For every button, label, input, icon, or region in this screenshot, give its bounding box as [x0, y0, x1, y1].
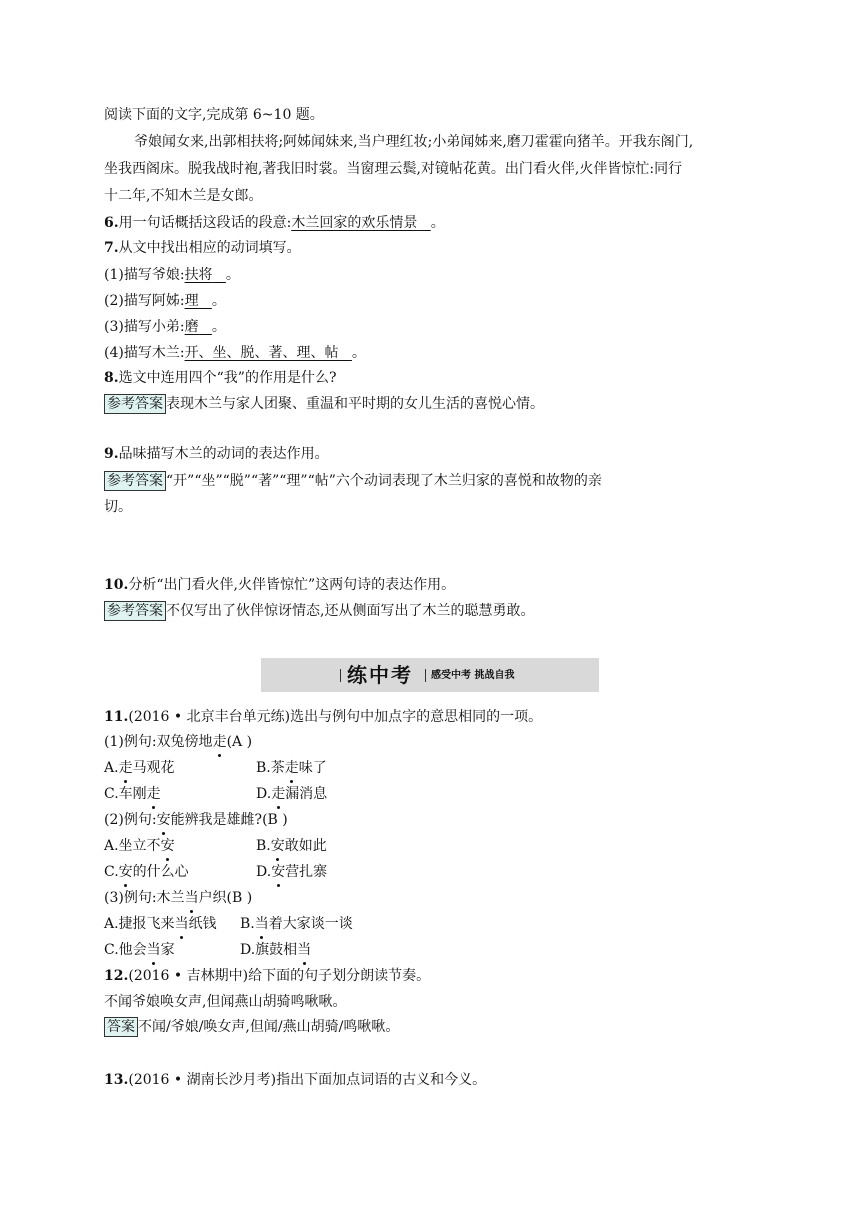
- answer-blank: 开、坐、脱、著、理、帖: [184, 345, 339, 361]
- question-text: (2016 • 湖南长沙月考)指出下面加点词语的古义和今义。: [128, 1072, 487, 1088]
- question-9-answer: 参考答案 “开”“坐”“脱”“著”“理”“帖”六个动词表现了木兰归家的喜悦和故物的亲: [104, 470, 602, 492]
- question-7: [104, 237, 301, 259]
- answer-tag: 答案: [104, 1017, 138, 1037]
- question-10-answer: 参考答案 不仅写出了伙伴惊讶情态,还从侧面写出了木兰的聪慧勇敢。: [104, 600, 534, 622]
- question-7-item-2: (2)描写阿姊:理 。: [104, 293, 226, 309]
- question-7-item-3: (3)描写小弟:磨 。: [104, 319, 226, 335]
- question-text: 从文中找出相应的动词填写。: [118, 240, 301, 256]
- question-number: 12.: [104, 968, 129, 984]
- option-c: C.车刚走: [104, 783, 161, 805]
- answer-blank: 扶将: [184, 267, 213, 283]
- answer-blank: 磨: [184, 319, 199, 335]
- question-number: 11.: [104, 709, 129, 725]
- question-12-sentence: 不闻爷娘唤女声,但闻燕山胡骑鸣啾啾。: [104, 994, 347, 1010]
- question-11-example-3: (3)例句:木兰当户织(B ): [104, 887, 252, 909]
- option-b: B.当着大家谈一谈: [240, 913, 353, 935]
- question-8-answer: 参考答案 表现木兰与家人团聚、重温和平时期的女儿生活的喜悦心情。: [104, 393, 544, 415]
- passage-line-3: 十二年,不知木兰是女郎。: [104, 188, 263, 204]
- question-text: 用一句话概括这段话的段意:: [118, 215, 292, 231]
- question-9-answer-cont: 切。: [104, 499, 132, 515]
- question-7-item-1: (1)描写爷娘:扶将 。: [104, 267, 240, 283]
- option-d: D.旗鼓相当: [240, 939, 311, 961]
- option-a: A.坐立不安: [104, 835, 175, 857]
- question-text: 选文中连用四个“我”的作用是什么?: [118, 370, 337, 386]
- question-text: 品味描写木兰的动词的表达作用。: [118, 446, 329, 462]
- question-number: 6.: [104, 215, 119, 231]
- question-11: [104, 706, 542, 728]
- option-a: A.走马观花: [104, 760, 175, 776]
- question-number: 9.: [104, 446, 119, 462]
- question-9: [104, 443, 329, 465]
- section-banner: [261, 658, 599, 692]
- option-b: B.安敢如此: [256, 835, 327, 857]
- question-number: 7.: [104, 240, 119, 256]
- question-number: 10.: [104, 577, 129, 593]
- option-a: A.捷报飞来当纸钱: [104, 913, 217, 935]
- answer-blank: 木兰回家的欢乐情景: [291, 215, 418, 231]
- dotted-char: 安: [157, 809, 171, 831]
- question-11-example-2: (2)例句:安能辨我是雄雌?(B ): [104, 809, 288, 831]
- option-c: C.安的什么心: [104, 861, 189, 883]
- option-d: D.走漏消息: [256, 783, 327, 805]
- passage-line-2: 坐我西阁床。脱我战时袍,著我旧时裳。当窗理云鬓,对镜帖花黄。出门看火伴,火伴皆惊忙:同行: [104, 161, 683, 177]
- question-12-answer: 答案 不闻/爷娘/唤女声,但闻/燕山胡骑/鸣啾啾。: [104, 1016, 399, 1038]
- passage-line-1: 爷娘闻女来,出郭相扶将;阿姊闻妹来,当户理红妆;小弟闻姊来,磨刀霍霍向猪羊。开我东阁门,: [134, 134, 694, 150]
- section-title: 练中考: [347, 663, 413, 687]
- question-text: (2016 • 吉林期中)给下面的句子划分朗读节奏。: [128, 968, 431, 984]
- question-12: [104, 965, 430, 987]
- question-number: 8.: [104, 370, 119, 386]
- question-text: 分析“出门看火伴,火伴皆惊忙”这两句诗的表达作用。: [128, 577, 456, 593]
- answer-tag: 参考答案: [104, 394, 166, 414]
- question-7-item-4: (4)描写木兰:开、坐、脱、著、理、帖 。: [104, 345, 366, 361]
- question-6: 6.用一句话概括这段话的段意:木兰回家的欢乐情景 。: [104, 215, 445, 231]
- option-c: C.他会当家: [104, 939, 175, 961]
- section-subtitle: 感受中考 挑战自我: [431, 670, 515, 681]
- option-b: B.茶走味了: [256, 757, 327, 779]
- divider: [340, 669, 341, 682]
- question-13: [104, 1069, 486, 1091]
- dotted-char: 当: [185, 887, 199, 909]
- answer-tag: 参考答案: [104, 601, 166, 621]
- question-number: 13.: [104, 1072, 129, 1088]
- question-10: [104, 574, 455, 596]
- question-text: (2016 • 北京丰台单元练)选出与例句中加点字的意思相同的一项。: [128, 709, 543, 725]
- answer-tag: 参考答案: [104, 471, 166, 491]
- reading-instruction: 阅读下面的文字,完成第 6~10 题。: [104, 107, 324, 123]
- divider: [425, 669, 426, 682]
- option-row: [104, 757, 175, 779]
- answer-blank: 理: [184, 293, 199, 309]
- dotted-char: 走: [213, 731, 227, 753]
- question-8: [104, 367, 336, 389]
- question-11-example-1: (1)例句:双兔傍地走(A ): [104, 731, 252, 753]
- option-d: D.安营扎寨: [256, 861, 327, 883]
